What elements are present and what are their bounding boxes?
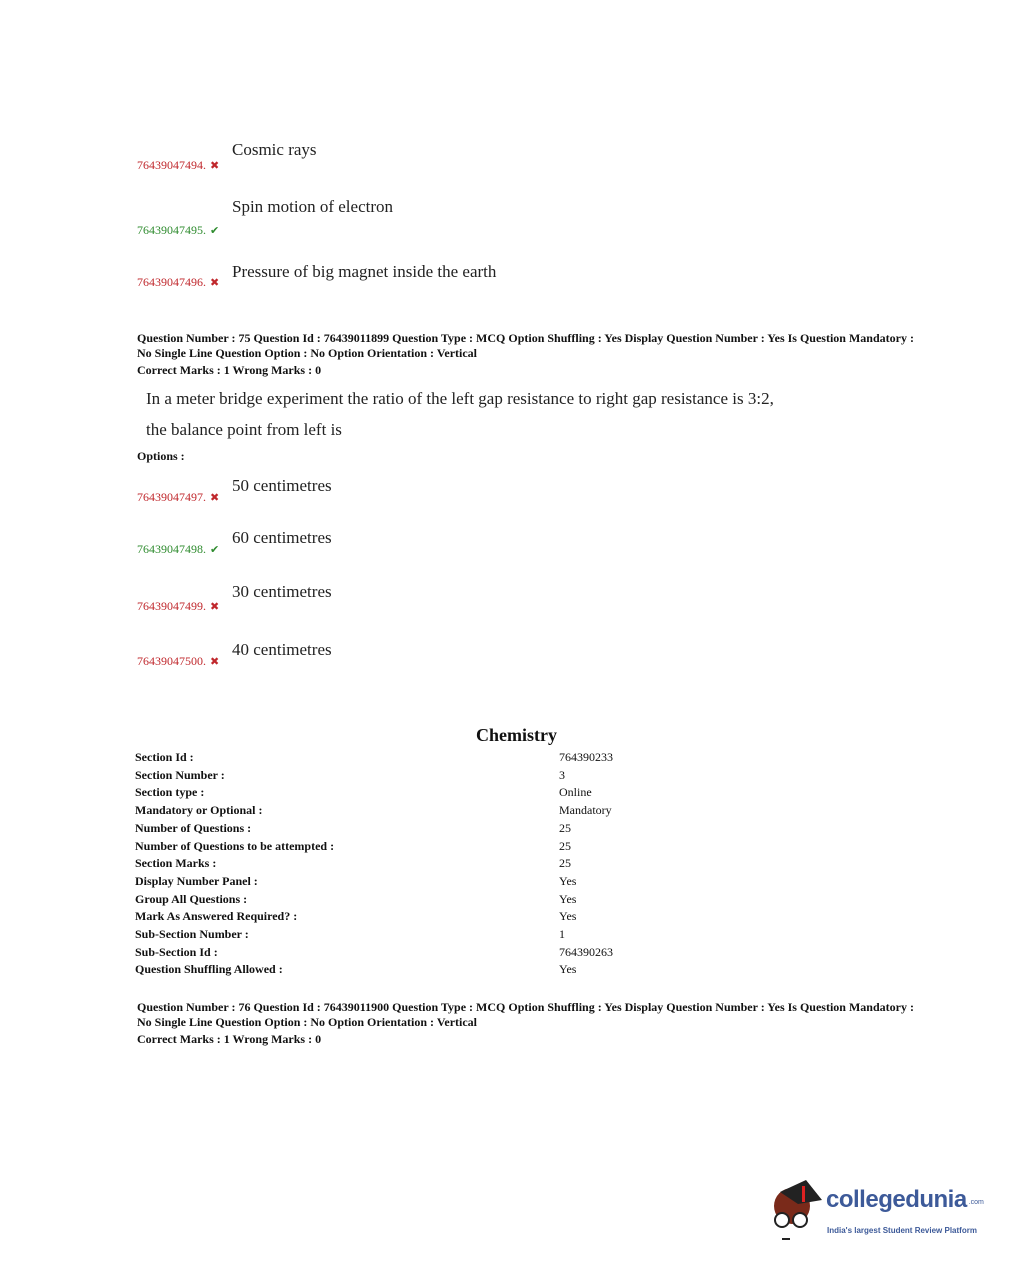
section-field-label: Section Marks : <box>135 856 217 871</box>
option-id <box>137 654 219 669</box>
question-marks: Correct Marks : 1 Wrong Marks : 0 <box>137 1032 322 1046</box>
question-meta: Question Number : 75 Question Id : 76439011899 Question Type : MCQ Option Shuffling : Yes Display Question Number : Yes Is Question Mandatory : No Single Line Question Option : No Option Orientation : Vertical <box>137 331 914 360</box>
logo-wordmark <box>826 1186 984 1214</box>
question-header <box>137 1000 927 1047</box>
section-field-label: Group All Questions : <box>135 891 248 906</box>
section-field-label: Mandatory or Optional : <box>135 803 263 818</box>
section-field-label: Display Number Panel : <box>135 873 258 888</box>
section-field-value: 3 <box>559 767 565 782</box>
option-id <box>137 599 219 614</box>
section-field-label: Mark As Answered Required? : <box>135 909 298 924</box>
question-header <box>137 331 927 378</box>
option-text: Pressure of big magnet inside the earth <box>232 262 497 281</box>
section-field-value: 25 <box>559 856 571 871</box>
check-icon: ✔ <box>210 544 220 556</box>
option-id-text: 76439047497. <box>137 490 206 504</box>
question-meta: Question Number : 76 Question Id : 76439011900 Question Type : MCQ Option Shuffling : Yes Display Question Number : Yes Is Question Mandatory : No Single Line Question Option : No Option Orientation : Vertical <box>137 1000 914 1029</box>
section-field-value: 1 <box>559 927 565 941</box>
section-field-value: Yes <box>559 962 577 977</box>
option-text: Cosmic rays <box>232 140 317 159</box>
option-id-text: 76439047494. <box>137 158 206 172</box>
section-field-value: Mandatory <box>559 803 612 818</box>
cross-icon: ✖ <box>210 492 220 504</box>
section-field-value: 25 <box>559 820 571 835</box>
option-text: 50 centimetres <box>232 476 332 495</box>
question-text-line1: In a meter bridge experiment the ratio of the left gap resistance to right gap resistance is 3:2, <box>146 389 774 408</box>
option-id-text: 76439047498. <box>137 542 206 556</box>
option-id-text: 76439047496. <box>137 275 206 289</box>
cross-icon: ✖ <box>210 601 220 613</box>
option-id <box>137 223 219 238</box>
cross-icon: ✖ <box>210 160 220 172</box>
section-field-value: 764390233 <box>559 750 613 764</box>
option-id <box>137 542 219 557</box>
section-field-value: Online <box>559 785 592 800</box>
section-field-label: Sub-Section Number : <box>135 927 249 941</box>
option-text: 30 centimetres <box>232 582 332 601</box>
option-text: 40 centimetres <box>232 640 332 659</box>
section-field-value: Yes <box>559 891 577 906</box>
logo-tagline: India's largest Student Review Platform <box>827 1226 977 1235</box>
option-id-text: 76439047500. <box>137 654 206 668</box>
option-id-text: 76439047499. <box>137 599 206 613</box>
options-label: Options : <box>137 449 185 463</box>
logo-name: collegedunia <box>826 1186 967 1213</box>
mascot-icon <box>768 1178 824 1244</box>
section-field-label: Section Number : <box>135 767 225 782</box>
section-field-value: Yes <box>559 873 577 888</box>
option-id <box>137 275 219 290</box>
check-icon: ✔ <box>210 225 220 237</box>
section-field-label: Sub-Section Id : <box>135 944 218 959</box>
section-field-label: Section type : <box>135 785 205 800</box>
section-field-value: Yes <box>559 909 577 924</box>
collegedunia-logo <box>768 1178 1018 1248</box>
option-text: 60 centimetres <box>232 528 332 547</box>
option-id <box>137 490 219 505</box>
option-id <box>137 158 219 173</box>
section-field-label: Question Shuffling Allowed : <box>135 962 283 977</box>
section-field-label: Number of Questions to be attempted : <box>135 838 335 853</box>
question-marks: Correct Marks : 1 Wrong Marks : 0 <box>137 363 322 377</box>
section-field-value: 764390263 <box>559 944 613 959</box>
section-title: Chemistry <box>476 725 557 745</box>
section-field-value: 25 <box>559 838 571 853</box>
option-id-text: 76439047495. <box>137 223 206 237</box>
section-field-label: Section Id : <box>135 750 194 764</box>
section-field-label: Number of Questions : <box>135 820 252 835</box>
cross-icon: ✖ <box>210 277 220 289</box>
option-text: Spin motion of electron <box>232 197 394 216</box>
question-text-line2: the balance point from left is <box>146 420 342 439</box>
cross-icon: ✖ <box>210 656 220 668</box>
logo-suffix: .com <box>968 1199 984 1207</box>
